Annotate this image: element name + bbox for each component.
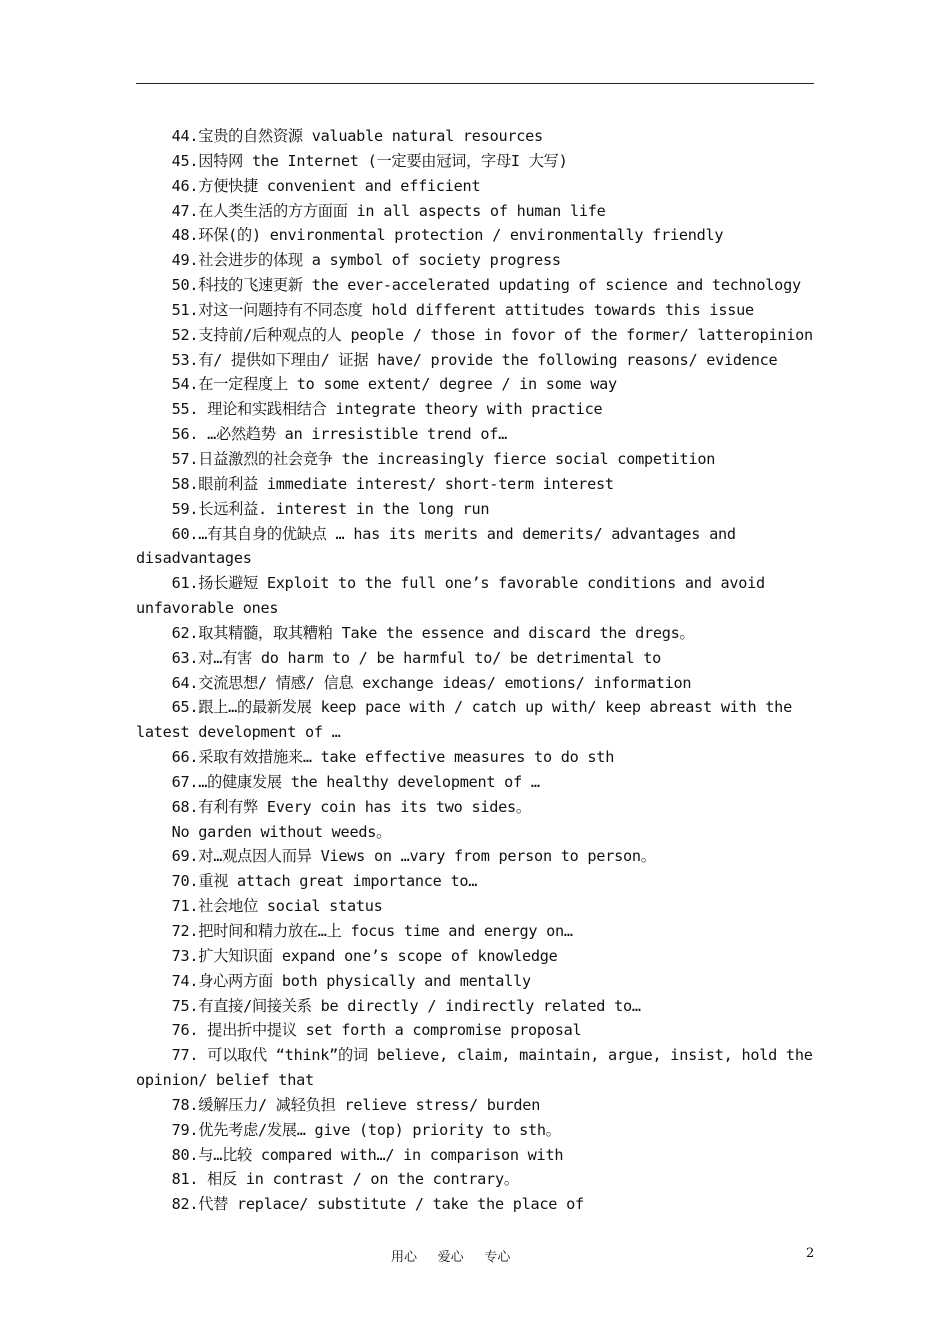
text-line: 60.…有其自身的优缺点 … has its merits and demerits/ advantages and [136,524,736,543]
text-line: 54.在一定程度上 to some extent/ degree / in some way [136,375,617,394]
text-line: 79.优先考虑/发展… give (top) priority to sth。 [136,1120,561,1139]
text-line: 48.环保(的) environmental protection / environmentally friendly [136,226,724,245]
text-line: 77. 可以取代 “think”的词 believe, claim, maintain, argue, insist, hold the [136,1046,813,1065]
text-line: opinion/ belief that [136,1071,314,1090]
text-line: 45.因特网 the Internet (一定要由冠词，字母I 大写) [136,151,568,170]
text-line: 46.方便快捷 convenient and efficient [136,176,481,195]
text-line: No garden without weeds。 [136,822,392,841]
text-line: 58.眼前利益 immediate interest/ short-term interest [136,474,614,493]
text-line: unfavorable ones [136,599,279,618]
text-line: 65.跟上…的最新发展 keep pace with / catch up with/ keep abreast with the [136,698,792,717]
text-line: 64.交流思想/ 情感/ 信息 exchange ideas/ emotions/ information [136,673,692,692]
text-line: 47.在人类生活的方方面面 in all aspects of human life [136,201,606,220]
text-line: 57.日益激烈的社会竞争 the increasingly fierce social competition [136,449,716,468]
text-line: 78.缓解压力/ 减轻负担 relieve stress/ burden [136,1095,541,1114]
text-line: 56. …必然趋势 an irresistible trend of… [136,425,508,444]
text-line: 53.有/ 提供如下理由/ 证据 have/ provide the following reasons/ evidence [136,350,778,369]
text-line: 51.对这一问题持有不同态度 hold different attitudes towards this issue [136,300,754,319]
text-line: disadvantages [136,549,252,568]
document-body [136,124,814,1217]
text-line: 75.有直接/间接关系 be directly / indirectly related to… [136,996,641,1015]
text-line: 49.社会进步的体现 a symbol of society progress [136,251,561,270]
footer-slogan: 用心 爱心 专心 [391,1250,511,1265]
text-line: 67.…的健康发展 the healthy development of … [136,772,540,791]
text-line: 50.科技的飞速更新 the ever-accelerated updating of science and technology [136,276,801,295]
text-line: 61.扬长避短 Exploit to the full one’s favorable conditions and avoid [136,574,765,593]
text-line: 55. 理论和实践相结合 integrate theory with practice [136,400,603,419]
text-line: 72.把时间和精力放在…上 focus time and energy on… [136,922,573,940]
text-line: 63.对…有害 do harm to / be harmful to/ be detrimental to [136,648,662,667]
text-line: 82.代替 replace/ substitute / take the place of [136,1195,584,1214]
text-line: 52.支持前/后种观点的人 people / those in fovor of the former/ latteropinion [136,325,813,344]
text-line: 81. 相反 in contrast / on the contrary。 [136,1170,519,1189]
page-number: 2 [806,1246,815,1261]
text-line: 76. 提出折中提议 set forth a compromise proposal [136,1021,582,1040]
text-line: 68.有利有弊 Every coin has its two sides。 [136,797,531,816]
text-line: 69.对…观点因人而异 Views on …vary from person to person。 [136,847,656,866]
text-line: 80.与…比较 compared with…/ in comparison with [136,1145,564,1164]
text-line: 44.宝贵的自然资源 valuable natural resources [136,127,543,145]
text-line: 71.社会地位 social status [136,897,383,916]
text-line: latest development of … [136,723,341,742]
text-line: 59.长远利益. interest in the long run [136,499,490,518]
text-line: 62.取其精髓，取其糟粕 Take the essence and discard the dregs。 [136,623,695,642]
header-rule [136,83,814,84]
text-line: 70.重视 attach great importance to… [136,872,478,891]
text-line: 73.扩大知识面 expand one’s scope of knowledge [136,946,558,965]
text-line: 74.身心两方面 both physically and mentally [136,971,531,990]
text-line: 66.采取有效措施来… take effective measures to do sth [136,748,615,767]
